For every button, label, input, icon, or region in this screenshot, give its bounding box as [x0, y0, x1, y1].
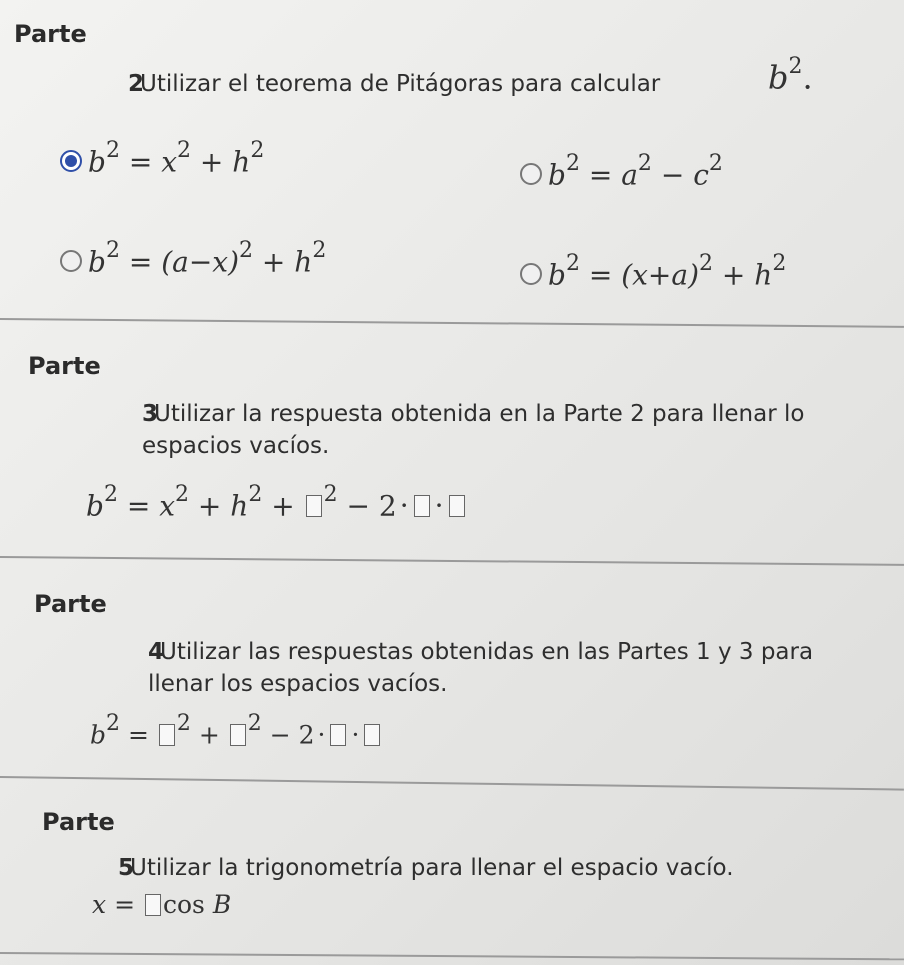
part-3-instruction	[142, 398, 804, 462]
part-5-equation: x = cos B	[92, 890, 232, 919]
part-3-blank-3[interactable]	[449, 495, 465, 517]
part-3-title: Parte	[28, 352, 101, 380]
part-4-title: Parte	[34, 590, 107, 618]
part-5-instruction-text: Utilizar la trigonometría para llenar el espacio vacío.	[130, 855, 734, 881]
part-3-instruction-line1: Utilizar la respuesta obtenida en la Parte 2 para llenar lo	[154, 401, 805, 427]
part-5-title: Parte	[42, 808, 115, 836]
divider-2	[0, 556, 904, 566]
part-4-equation: $b^2 = ^2 + ^2 - 2$ · ·	[90, 715, 382, 749]
part-4-number: 4	[148, 639, 165, 665]
option-3[interactable]: $b^2 = (a-x)^2 + h^2$	[60, 242, 326, 278]
part-5-number: 5	[118, 855, 135, 881]
option-4-radio[interactable]	[520, 263, 542, 285]
part-4-instruction-line2: llenar los espacios vacíos.	[148, 671, 448, 697]
option-2[interactable]: $b^2 = a^2 - c^2$	[520, 155, 723, 191]
part-4-blank-2[interactable]	[230, 724, 246, 746]
part-3-blank-2[interactable]	[414, 495, 430, 517]
part-4-instruction	[148, 636, 813, 700]
part-5-blank-1[interactable]	[145, 894, 161, 916]
part-4-blank-3[interactable]	[330, 724, 346, 746]
part-2-instruction	[128, 68, 660, 100]
part-3-equation: $b^2 = x^2 + h^2 + ^2 - 2$ · ·	[86, 486, 467, 522]
part-4-instruction-line1: Utilizar las respuestas obtenidas en las Partes 1 y 3 para	[160, 639, 814, 665]
part-3-number: 3	[142, 401, 159, 427]
part-2-number: 2	[128, 71, 145, 97]
option-1[interactable]: $b^2 = x^2 + h^2$	[60, 142, 264, 178]
divider-3	[0, 776, 904, 791]
part-4-blank-4[interactable]	[364, 724, 380, 746]
part-5-instruction	[118, 852, 734, 884]
part-2-instruction-text: Utilizar el teorema de Pitágoras para calcular	[140, 71, 661, 97]
part-2-title: Parte	[14, 20, 87, 48]
part-4-blank-1[interactable]	[159, 724, 175, 746]
part-2-target: $b^2$.	[768, 54, 813, 97]
option-2-radio[interactable]	[520, 163, 542, 185]
option-1-radio[interactable]	[60, 150, 82, 172]
part-3-blank-1[interactable]	[306, 495, 322, 517]
divider-4	[0, 952, 904, 960]
option-4[interactable]: $b^2 = (x+a)^2 + h^2$	[520, 255, 786, 291]
part-3-instruction-line2: espacios vacíos.	[142, 433, 330, 459]
option-3-radio[interactable]	[60, 250, 82, 272]
divider-1	[0, 318, 904, 328]
